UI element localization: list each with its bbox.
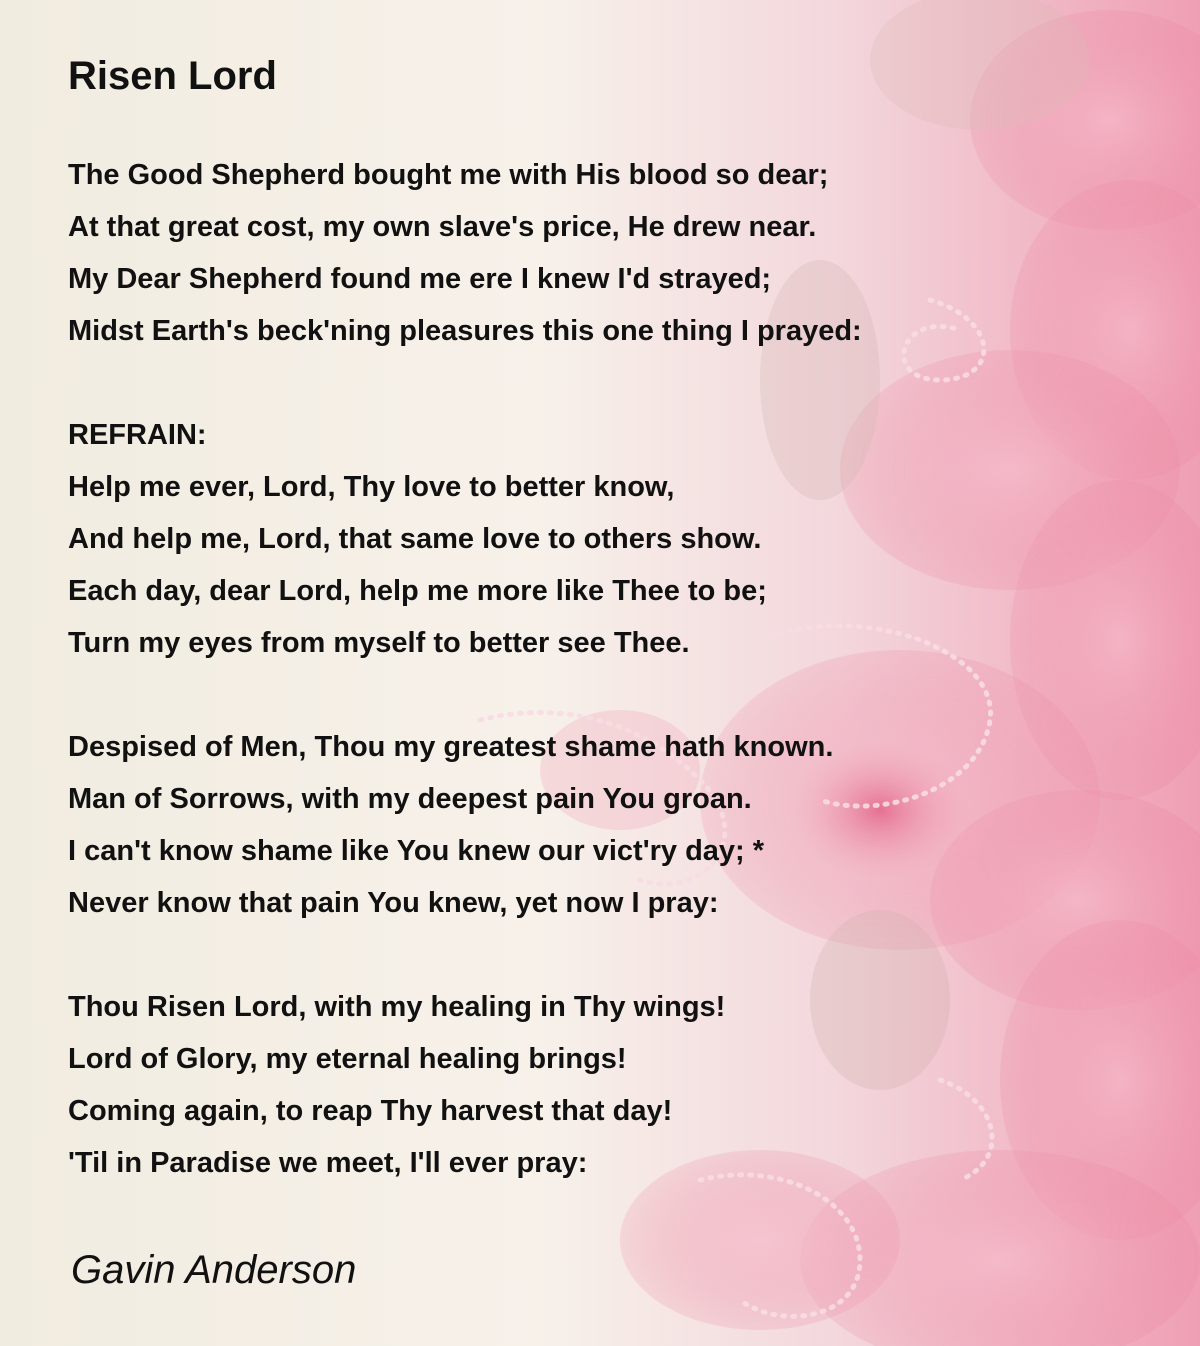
poem-line: Thou Risen Lord, with my healing in Thy wings! xyxy=(68,991,726,1023)
poem-line: I can't know shame like You knew our vict'ry day; * xyxy=(68,835,765,867)
poem-line: At that great cost, my own slave's price, He drew near. xyxy=(68,211,817,243)
poem-line: Turn my eyes from myself to better see Thee. xyxy=(68,627,690,659)
poem-line: The Good Shepherd bought me with His blood so dear; xyxy=(68,159,829,191)
poem-line: 'Til in Paradise we meet, I'll ever pray: xyxy=(68,1147,588,1179)
stanza-3 xyxy=(68,721,833,929)
poem-line: Each day, dear Lord, help me more like Thee to be; xyxy=(68,575,767,607)
poem-line: Help me ever, Lord, Thy love to better know, xyxy=(68,471,675,503)
poem-line: And help me, Lord, that same love to others show. xyxy=(68,523,762,555)
poem-line: My Dear Shepherd found me ere I knew I'd strayed; xyxy=(68,263,772,295)
poem-line: Lord of Glory, my eternal healing brings! xyxy=(68,1043,627,1075)
poem-line: Man of Sorrows, with my deepest pain You groan. xyxy=(68,783,752,815)
poem-line: Midst Earth's beck'ning pleasures this one thing I prayed: xyxy=(68,315,862,347)
poem-title: Risen Lord xyxy=(68,54,277,98)
poem-line: Despised of Men, Thou my greatest shame hath known. xyxy=(68,731,834,763)
refrain-label: REFRAIN: xyxy=(68,419,207,451)
author-name: Gavin Anderson xyxy=(71,1248,357,1292)
stanza-2 xyxy=(68,409,767,669)
stanza-1 xyxy=(68,149,862,357)
poem-line: Coming again, to reap Thy harvest that day! xyxy=(68,1095,673,1127)
poem-line: Never know that pain You knew, yet now I pray: xyxy=(68,887,719,919)
stanza-4 xyxy=(68,981,725,1189)
